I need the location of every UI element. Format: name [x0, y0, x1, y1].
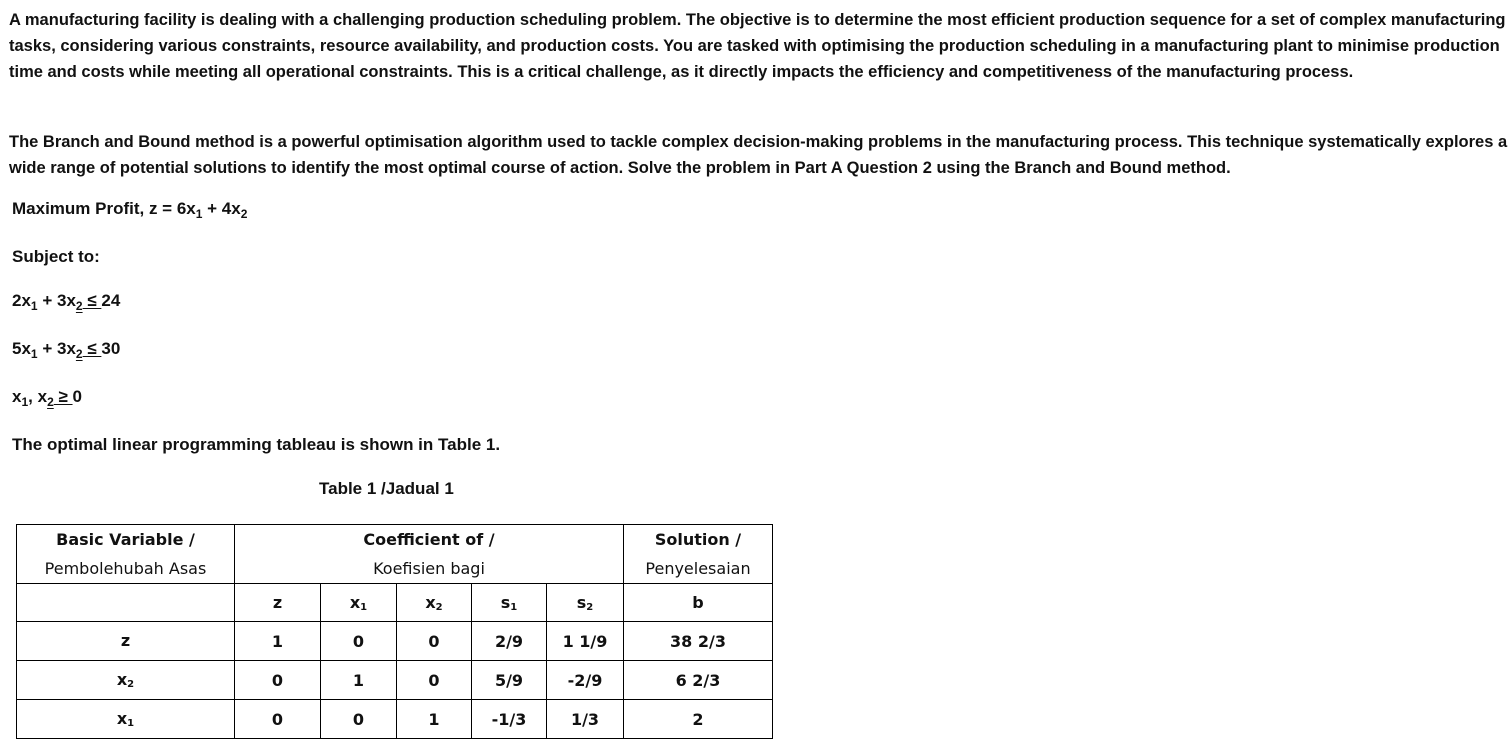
subject-to-label: Subject to: — [12, 247, 100, 266]
row-label-z: z — [17, 622, 235, 661]
table-row — [17, 700, 773, 739]
problem-description: A manufacturing facility is dealing with a challenging production scheduling problem. The objective is to determine the most efficient production sequence for a set of complex manufacturing tasks, considering various constraints, resource availability, and production costs. You are tasked with optimising the production scheduling in a manufacturing plant to minimise production time and costs while meeting all operational constraints. This is a critical challenge, as it directly impacts the efficiency and competitiveness of the manufacturing process. — [9, 11, 1506, 81]
col-x2: $x_2$ — [397, 584, 472, 622]
table-cell: 1 — [321, 661, 397, 700]
table-cell: 0 — [235, 661, 321, 700]
col-z: z — [235, 584, 321, 622]
table-cell: 6 2/3 — [624, 661, 773, 700]
table-cell: 0 — [321, 700, 397, 739]
table-cell: 0 — [397, 622, 472, 661]
constraint-2: $5x_1 + 3x_2 \le 30$ — [12, 339, 121, 361]
header-solution: Solution / Penyelesaian — [624, 525, 773, 584]
constraint-1: $2x_1 + 3x_2 \le 24$ — [12, 291, 121, 313]
row-label-x1: $x_1$ — [17, 700, 235, 739]
table-cell: 2/9 — [472, 622, 547, 661]
col-s1: $s_1$ — [472, 584, 547, 622]
table-cell: 1 — [397, 700, 472, 739]
table-subheader-row — [17, 584, 773, 622]
table-cell: -1/3 — [472, 700, 547, 739]
col-x1: $x_1$ — [321, 584, 397, 622]
table-cell: 1 1/9 — [547, 622, 624, 661]
col-s2: $s_2$ — [547, 584, 624, 622]
table-cell: -2/9 — [547, 661, 624, 700]
table-cell: 2 — [624, 700, 773, 739]
table-caption: Table 1 /Jadual 1 — [319, 479, 454, 498]
tableau-intro: The optimal linear programming tableau is shown in Table 1. — [12, 435, 501, 454]
header-basic-variable: Basic Variable / Pembolehubah Asas — [17, 525, 235, 584]
table-row — [17, 661, 773, 700]
table-cell: 1/3 — [547, 700, 624, 739]
table-cell: 0 — [321, 622, 397, 661]
table-cell: 5/9 — [472, 661, 547, 700]
objective-function: Maximum Profit, $z = 6x_1 + 4x_2$ — [12, 199, 248, 221]
table-cell: 0 — [397, 661, 472, 700]
table-cell: 38 2/3 — [624, 622, 773, 661]
table-row — [17, 622, 773, 661]
table-header-row — [17, 525, 773, 584]
table-cell: 1 — [235, 622, 321, 661]
col-b: b — [624, 584, 773, 622]
row-label-x2: $x_2$ — [17, 661, 235, 700]
header-coefficient: Coefficient of / Koefisien bagi — [235, 525, 624, 584]
optimal-tableau — [16, 524, 773, 739]
subheader-empty-cell — [17, 584, 235, 622]
table-cell: 0 — [235, 700, 321, 739]
branch-and-bound-description: The Branch and Bound method is a powerful optimisation algorithm used to tackle complex decision-making problems in the manufacturing process. This technique systematically explores a wide range of potential solutions to identify the most optimal course of action. Solve the problem in Part A Question 2 using the Branch and Bound method. — [9, 133, 1508, 177]
non-negativity-constraint: $x_1$, $x_2 \ge 0$ — [12, 387, 82, 409]
